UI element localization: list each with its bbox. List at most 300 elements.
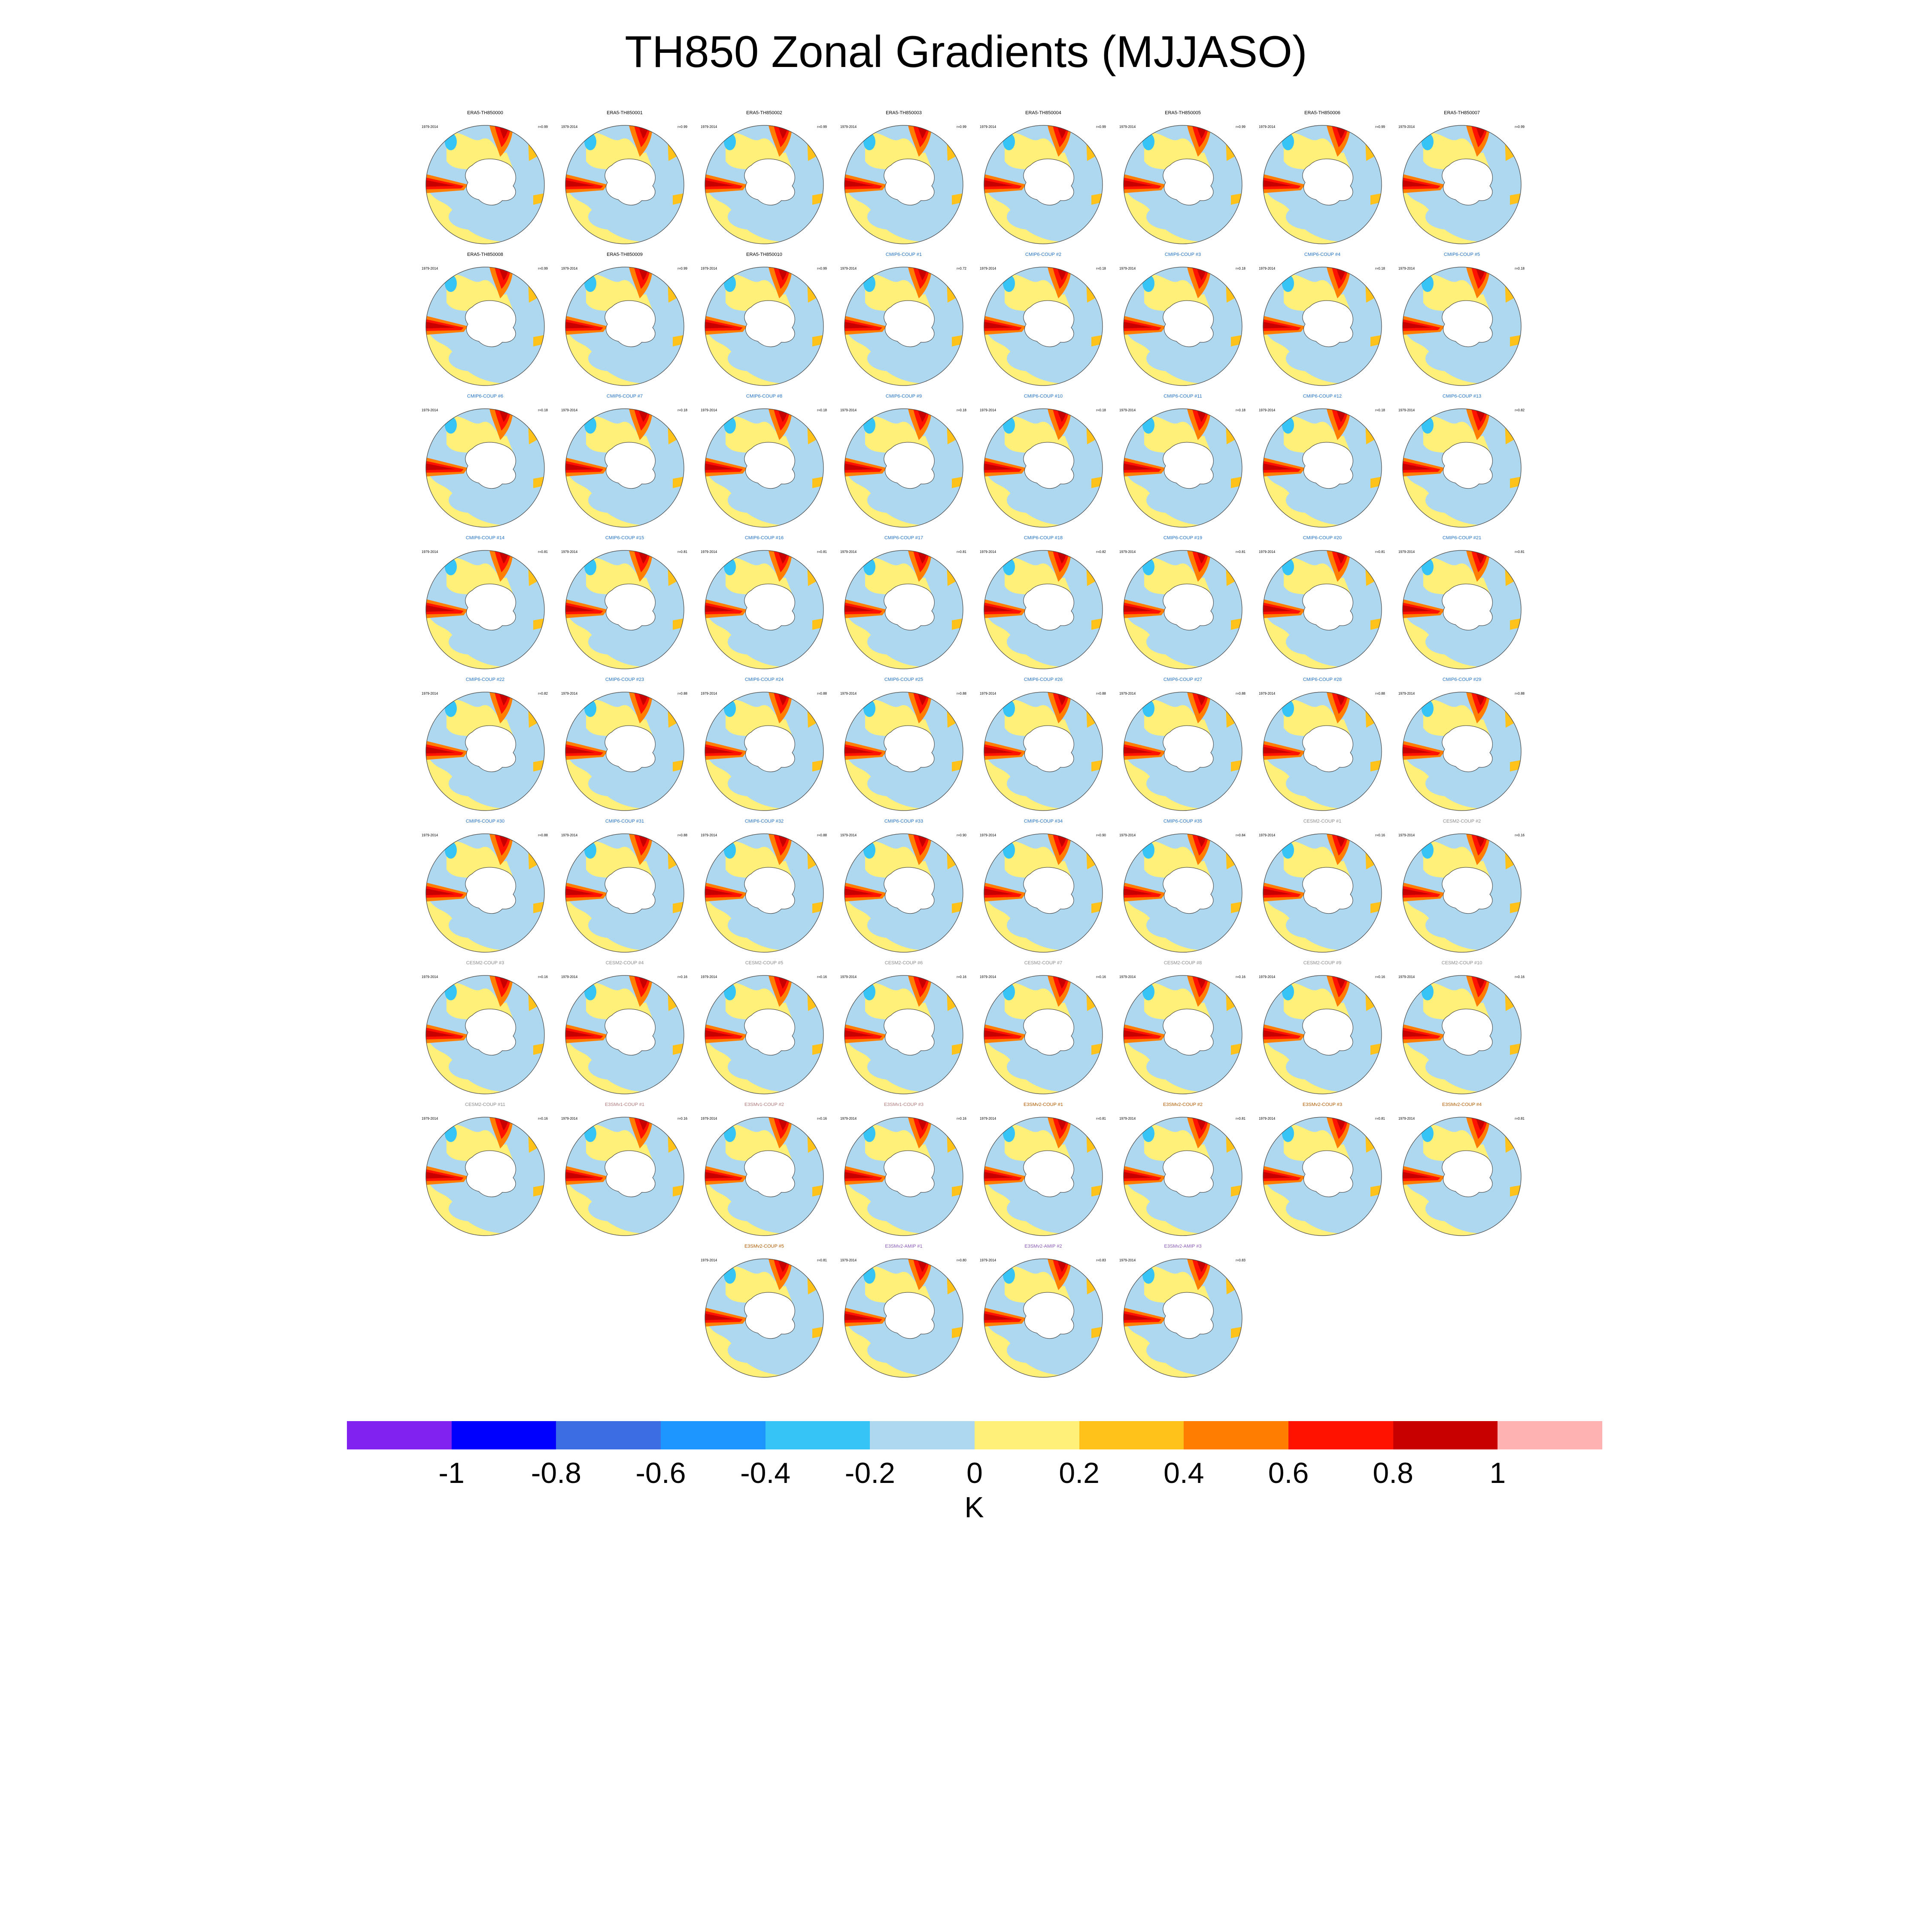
panel-correlation: r=0.18 [817, 408, 827, 412]
panel-correlation: r=0.88 [1375, 692, 1385, 696]
polar-map [1397, 960, 1526, 1101]
panel-correlation: r=0.82 [1096, 550, 1106, 554]
map-panel [839, 960, 968, 1101]
panel-title: E3SMv2-AMIP #1 [885, 1244, 923, 1249]
colorbar-tick-label: -0.6 [635, 1457, 686, 1489]
panel-period: 1979-2014 [561, 833, 578, 837]
panel-correlation: r=0.81 [1515, 1117, 1525, 1121]
negative-region [449, 771, 496, 796]
polar-map [1397, 535, 1526, 676]
map-panel [421, 676, 550, 818]
panel-period: 1979-2014 [701, 1117, 717, 1121]
polar-map [979, 818, 1108, 960]
polar-map [979, 1243, 1108, 1385]
polar-map [560, 960, 689, 1101]
panel-correlation: r=0.90 [957, 833, 966, 837]
polar-map [1118, 1243, 1247, 1385]
panel-title: ERA5-TH850008 [467, 252, 503, 257]
panel-period: 1979-2014 [1398, 267, 1415, 270]
polar-map [1118, 535, 1247, 676]
panel-title: CESM2-COUP #9 [1303, 960, 1342, 966]
colorbar-tick-label: -0.2 [844, 1457, 895, 1489]
negative-region [1142, 841, 1154, 859]
negative-region [863, 416, 875, 434]
negative-region [867, 204, 914, 230]
panel-correlation: r=0.88 [1515, 692, 1525, 696]
negative-region [728, 912, 775, 938]
panel-correlation: r=0.81 [1096, 1117, 1106, 1121]
panel-period: 1979-2014 [1259, 267, 1276, 270]
negative-region [1422, 416, 1434, 434]
colorbar-tick-label: 0.2 [1059, 1457, 1100, 1489]
map-panel [560, 251, 689, 393]
negative-region [1142, 416, 1154, 434]
map-panel [421, 109, 550, 251]
panel-period: 1979-2014 [1119, 267, 1136, 270]
negative-region [1282, 1125, 1294, 1142]
panel-period: 1979-2014 [701, 125, 717, 129]
negative-region [445, 133, 457, 150]
panel-correlation: r=0.81 [1515, 550, 1525, 554]
panel-period: 1979-2014 [1398, 550, 1415, 554]
panel-title: E3SMv1-COUP #1 [605, 1102, 645, 1107]
map-panel [1258, 960, 1387, 1101]
panel-correlation: r=0.81 [957, 550, 966, 554]
negative-region [867, 1054, 914, 1080]
panel-title: CESM2-COUP #8 [1163, 960, 1202, 966]
panel-period: 1979-2014 [422, 408, 438, 412]
panel-period: 1979-2014 [1119, 1117, 1136, 1121]
panel-title: CMIP6-COUP #7 [606, 394, 643, 399]
panel-title: CMIP6-COUP #18 [1024, 535, 1063, 541]
panel-title: CMIP6-COUP #26 [1024, 677, 1063, 682]
panel-title: E3SMv2-AMIP #2 [1024, 1244, 1062, 1249]
negative-region [588, 912, 635, 938]
panel-correlation: r=0.99 [817, 125, 827, 129]
panel-correlation: r=0.80 [957, 1258, 966, 1262]
negative-region [867, 1337, 914, 1363]
negative-region [584, 1125, 596, 1142]
panel-title: E3SMv2-AMIP #3 [1164, 1244, 1202, 1249]
negative-region [445, 1125, 457, 1142]
panel-title: E3SMv1-COUP #3 [884, 1102, 924, 1107]
panel-title: ERA5-TH850009 [607, 252, 643, 257]
negative-region [1007, 1196, 1054, 1221]
negative-region [863, 700, 875, 717]
map-panel [1397, 676, 1526, 818]
map-panel [1118, 109, 1247, 251]
negative-region [1003, 416, 1015, 434]
map-panel [421, 251, 550, 393]
panel-correlation: r=0.16 [817, 975, 827, 979]
polar-map [560, 393, 689, 535]
polar-map [839, 676, 968, 818]
polar-map [839, 251, 968, 393]
map-panel [839, 535, 968, 676]
polar-map [839, 1101, 968, 1243]
panel-period: 1979-2014 [561, 125, 578, 129]
negative-region [1425, 1196, 1473, 1221]
map-panel [1397, 535, 1526, 676]
panel-period: 1979-2014 [840, 125, 857, 129]
map-panel [1397, 960, 1526, 1101]
polar-map [1397, 109, 1526, 251]
polar-map [1397, 393, 1526, 535]
panel-title: CMIP6-COUP #9 [885, 394, 922, 399]
negative-region [584, 558, 596, 575]
polar-map [421, 676, 550, 818]
panel-correlation: r=0.99 [1236, 125, 1245, 129]
polar-map [1258, 818, 1387, 960]
negative-region [1425, 346, 1473, 371]
negative-region [1286, 629, 1333, 655]
negative-region [724, 416, 736, 434]
panel-title: E3SMv2-COUP #2 [1163, 1102, 1203, 1107]
panel-period: 1979-2014 [1119, 408, 1136, 412]
panel-correlation: r=0.72 [957, 267, 966, 270]
negative-region [584, 416, 596, 434]
panel-correlation: r=0.81 [1236, 1117, 1245, 1121]
negative-region [584, 700, 596, 717]
polar-map [1118, 1101, 1247, 1243]
polar-map [421, 818, 550, 960]
map-panel [560, 676, 689, 818]
colorbar-tick-label: -0.8 [531, 1457, 581, 1489]
map-panel [839, 818, 968, 960]
map-panel [1397, 1101, 1526, 1243]
panel-period: 1979-2014 [980, 1258, 996, 1262]
negative-region [449, 204, 496, 230]
panel-period: 1979-2014 [840, 692, 857, 696]
colorbar-tick-label: 1 [1489, 1457, 1506, 1489]
panel-period: 1979-2014 [1119, 125, 1136, 129]
negative-region [1142, 558, 1154, 575]
map-panel [700, 676, 829, 818]
panel-title: CESM2-COUP #6 [884, 960, 923, 966]
panel-period: 1979-2014 [561, 1117, 578, 1121]
negative-region [1425, 204, 1473, 230]
panel-title: CMIP6-COUP #12 [1303, 394, 1342, 399]
panel-title: CMIP6-COUP #25 [884, 677, 923, 682]
negative-region [1142, 1267, 1154, 1284]
panel-correlation: r=0.99 [538, 125, 548, 129]
colorbar-tick-label: -1 [438, 1457, 465, 1489]
negative-region [445, 700, 457, 717]
panel-period: 1979-2014 [840, 1258, 857, 1262]
polar-map [700, 109, 829, 251]
panel-correlation: r=0.18 [1515, 267, 1525, 270]
panel-correlation: r=0.88 [957, 692, 966, 696]
panel-title: CESM2-COUP #4 [605, 960, 644, 966]
colorbar-unit: K [964, 1491, 984, 1524]
polar-map [979, 676, 1108, 818]
polar-map [1397, 676, 1526, 818]
map-panel [700, 960, 829, 1101]
map-panel [979, 1101, 1108, 1243]
map-panel [700, 818, 829, 960]
negative-region [1142, 983, 1154, 1000]
negative-region [1422, 983, 1434, 1000]
panel-title: CMIP6-COUP #29 [1442, 677, 1482, 682]
panel-period: 1979-2014 [561, 550, 578, 554]
panel-period: 1979-2014 [1259, 975, 1276, 979]
negative-region [1003, 558, 1015, 575]
panel-correlation: r=0.99 [677, 267, 687, 270]
panel-title: CESM2-COUP #10 [1441, 960, 1482, 966]
negative-region [728, 1196, 775, 1221]
panel-title: ERA5-TH850006 [1304, 110, 1340, 115]
negative-region [724, 983, 736, 1000]
panel-period: 1979-2014 [701, 550, 717, 554]
negative-region [1282, 558, 1294, 575]
panel-correlation: r=0.16 [1236, 975, 1245, 979]
polar-map [421, 535, 550, 676]
panel-period: 1979-2014 [980, 1117, 996, 1121]
panel-correlation: r=0.83 [1096, 1258, 1106, 1262]
panel-period: 1979-2014 [701, 692, 717, 696]
map-panel [421, 818, 550, 960]
map-panel [560, 109, 689, 251]
panel-period: 1979-2014 [980, 833, 996, 837]
negative-region [588, 629, 635, 655]
map-panel [700, 109, 829, 251]
polar-map [1258, 535, 1387, 676]
polar-map [560, 251, 689, 393]
panel-title: CESM2-COUP #3 [466, 960, 504, 966]
panel-title: CMIP6-COUP #14 [465, 535, 505, 541]
map-panel [839, 676, 968, 818]
colorbar-tick-label: 0.8 [1373, 1457, 1413, 1489]
negative-region [588, 487, 635, 513]
panel-title: ERA5-TH850007 [1444, 110, 1480, 115]
map-panel [1118, 676, 1247, 818]
polar-map [1397, 251, 1526, 393]
polar-map [421, 393, 550, 535]
negative-region [1007, 912, 1054, 938]
map-panel [1118, 535, 1247, 676]
polar-map [1118, 960, 1247, 1101]
panel-title: CMIP6-COUP #11 [1163, 394, 1202, 399]
panel-period: 1979-2014 [701, 267, 717, 270]
panel-title: ERA5-TH850001 [607, 110, 643, 115]
panel-correlation: r=0.84 [1236, 833, 1245, 837]
panel-correlation: r=0.18 [538, 408, 548, 412]
colorbar-tick-label: 0.6 [1268, 1457, 1309, 1489]
panel-period: 1979-2014 [701, 833, 717, 837]
panel-correlation: r=0.16 [1375, 833, 1385, 837]
map-panel [1118, 818, 1247, 960]
map-panel [700, 251, 829, 393]
map-panel [839, 1243, 968, 1385]
negative-region [1007, 771, 1054, 796]
panel-correlation: r=0.16 [1515, 833, 1525, 837]
negative-region [1425, 1054, 1473, 1080]
panel-title: CMIP6-COUP #16 [744, 535, 784, 541]
panel-correlation: r=0.18 [1096, 267, 1106, 270]
polar-map [560, 1101, 689, 1243]
panel-title: E3SMv1-COUP #2 [744, 1102, 784, 1107]
panel-period: 1979-2014 [980, 125, 996, 129]
polar-map [839, 960, 968, 1101]
panel-correlation: r=0.88 [538, 833, 548, 837]
panel-correlation: r=0.16 [817, 1117, 827, 1121]
panel-period: 1979-2014 [1259, 408, 1276, 412]
negative-region [1007, 1337, 1054, 1363]
panel-correlation: r=0.16 [1096, 975, 1106, 979]
panel-period: 1979-2014 [1259, 1117, 1276, 1121]
panel-correlation: r=0.81 [1375, 550, 1385, 554]
polar-map [1118, 251, 1247, 393]
panel-title: E3SMv2-COUP #3 [1302, 1102, 1343, 1107]
panel-correlation: r=0.18 [1375, 408, 1385, 412]
polar-map [700, 676, 829, 818]
colorbar [347, 1421, 1602, 1449]
negative-region [724, 1125, 736, 1142]
panel-period: 1979-2014 [840, 975, 857, 979]
polar-map [1118, 109, 1247, 251]
negative-region [1007, 629, 1054, 655]
panel-correlation: r=0.81 [677, 550, 687, 554]
polar-map [979, 109, 1108, 251]
panel-title: CMIP6-COUP #24 [744, 677, 784, 682]
panel-correlation: r=0.18 [1236, 408, 1245, 412]
negative-region [863, 1267, 875, 1284]
map-panel [421, 393, 550, 535]
map-panel [979, 535, 1108, 676]
negative-region [1142, 1125, 1154, 1142]
polar-map [700, 393, 829, 535]
polar-map [839, 1243, 968, 1385]
map-panel [700, 535, 829, 676]
negative-region [867, 1196, 914, 1221]
polar-map [700, 251, 829, 393]
polar-map [979, 1101, 1108, 1243]
negative-region [445, 983, 457, 1000]
polar-map [421, 251, 550, 393]
negative-region [449, 487, 496, 513]
negative-region [588, 204, 635, 230]
panel-correlation: r=0.81 [538, 550, 548, 554]
panel-period: 1979-2014 [1398, 408, 1415, 412]
panel-correlation: r=0.18 [1375, 267, 1385, 270]
negative-region [445, 275, 457, 292]
panel-correlation: r=0.18 [957, 408, 966, 412]
colorbar-box [1184, 1421, 1288, 1449]
panel-title: CMIP6-COUP #33 [884, 819, 923, 824]
negative-region [1007, 487, 1054, 513]
negative-region [867, 346, 914, 371]
negative-region [1425, 912, 1473, 938]
negative-region [588, 346, 635, 371]
panel-correlation: r=0.99 [677, 125, 687, 129]
panel-period: 1979-2014 [422, 125, 438, 129]
panel-title: CMIP6-COUP #4 [1304, 252, 1341, 257]
negative-region [1146, 1196, 1194, 1221]
panel-title: E3SMv2-COUP #4 [1442, 1102, 1482, 1107]
panel-title: CMIP6-COUP #28 [1303, 677, 1342, 682]
panel-correlation: r=0.83 [1236, 1258, 1245, 1262]
panel-title: CMIP6-COUP #30 [465, 819, 505, 824]
map-panel [1258, 1101, 1387, 1243]
map-panel [1258, 251, 1387, 393]
negative-region [584, 841, 596, 859]
panel-title: CMIP6-COUP #21 [1442, 535, 1482, 541]
negative-region [724, 133, 736, 150]
negative-region [1425, 487, 1473, 513]
negative-region [445, 558, 457, 575]
panel-title: CMIP6-COUP #5 [1443, 252, 1480, 257]
polar-map [700, 818, 829, 960]
panel-period: 1979-2014 [1119, 833, 1136, 837]
negative-region [449, 1196, 496, 1221]
negative-region [1286, 1196, 1333, 1221]
panel-title: E3SMv2-COUP #5 [744, 1244, 784, 1249]
panel-title: CMIP6-COUP #20 [1303, 535, 1342, 541]
polar-map [839, 109, 968, 251]
negative-region [724, 700, 736, 717]
negative-region [728, 346, 775, 371]
panel-period: 1979-2014 [1398, 1117, 1415, 1121]
panel-correlation: r=0.18 [1236, 267, 1245, 270]
map-panel [560, 393, 689, 535]
map-panel [1397, 393, 1526, 535]
colorbar-box [556, 1421, 661, 1449]
panel-title: CMIP6-COUP #22 [465, 677, 505, 682]
panel-period: 1979-2014 [980, 408, 996, 412]
panel-period: 1979-2014 [1398, 125, 1415, 129]
panel-correlation: r=0.16 [677, 975, 687, 979]
panel-period: 1979-2014 [1119, 550, 1136, 554]
panel-title: ERA5-TH850010 [746, 252, 782, 257]
polar-map [1397, 1101, 1526, 1243]
colorbar-tick-label: 0.4 [1163, 1457, 1204, 1489]
negative-region [863, 558, 875, 575]
map-panel [1258, 393, 1387, 535]
negative-region [863, 841, 875, 859]
negative-region [1142, 133, 1154, 150]
polar-map [700, 535, 829, 676]
colorbar-box [347, 1421, 452, 1449]
polar-map [421, 960, 550, 1101]
negative-region [588, 1054, 635, 1080]
polar-map [421, 109, 550, 251]
panel-title: CMIP6-COUP #19 [1163, 535, 1203, 541]
panel-correlation: r=0.88 [1236, 692, 1245, 696]
panel-period: 1979-2014 [1259, 692, 1276, 696]
panel-title: CMIP6-COUP #1 [885, 252, 922, 257]
polar-map [979, 251, 1108, 393]
map-panel [839, 393, 968, 535]
negative-region [1422, 1125, 1434, 1142]
negative-region [1146, 629, 1194, 655]
negative-region [1003, 1125, 1015, 1142]
panel-title: CMIP6-COUP #3 [1164, 252, 1201, 257]
panel-title: ERA5-TH850002 [746, 110, 782, 115]
polar-map [1118, 676, 1247, 818]
panel-correlation: r=0.90 [1096, 833, 1106, 837]
negative-region [1146, 346, 1194, 371]
negative-region [728, 204, 775, 230]
polar-map [839, 535, 968, 676]
panel-title: CMIP6-COUP #31 [605, 819, 644, 824]
negative-region [1282, 133, 1294, 150]
map-panel [979, 818, 1108, 960]
map-panel [979, 393, 1108, 535]
negative-region [1282, 416, 1294, 434]
negative-region [1425, 771, 1473, 796]
negative-region [1146, 487, 1194, 513]
negative-region [724, 558, 736, 575]
